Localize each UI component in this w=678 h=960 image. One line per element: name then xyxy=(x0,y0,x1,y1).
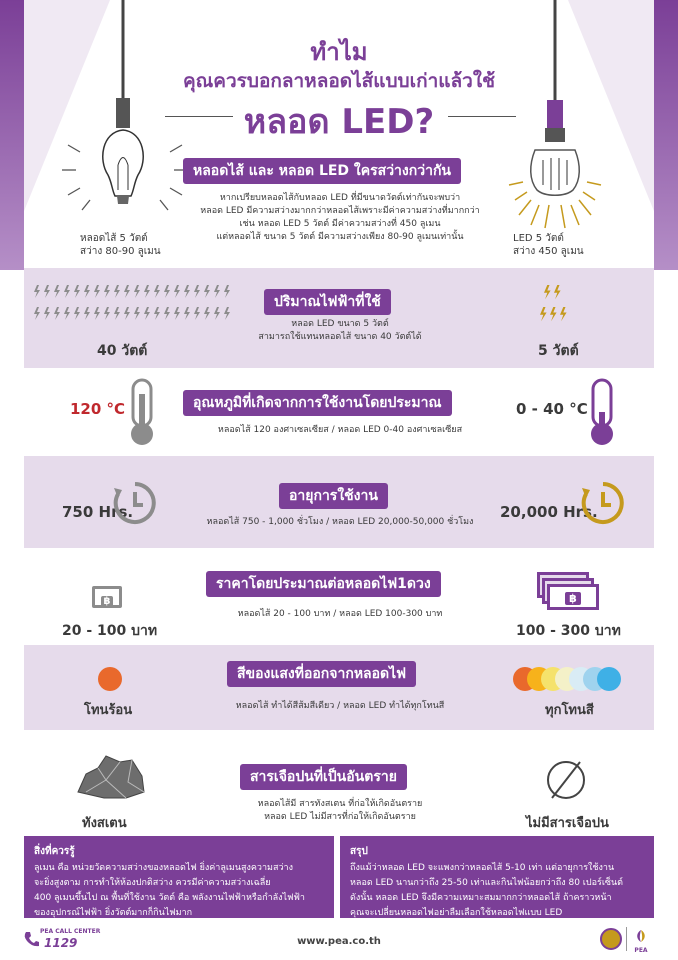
lightning-icon xyxy=(544,285,551,299)
lightning-icon xyxy=(104,307,110,320)
lightning-icon xyxy=(104,285,110,298)
lightning-icon xyxy=(214,285,220,298)
lightning-icon xyxy=(144,307,150,320)
lifetime-title: อายุการใช้งาน xyxy=(279,483,388,509)
led-caption xyxy=(513,232,584,258)
price-description: หลอดไส้ 20 - 100 บาท / หลอด LED 100-300 บาท xyxy=(237,609,443,619)
call-center-label: PEA CALL CENTER xyxy=(40,928,101,935)
lightning-icon xyxy=(164,307,170,320)
knowledge-line1: ลูเมน คือ หน่วยวัดความสว่างของหลอดไฟ ยิ่งค่าลูเมนสูงความสว่าง xyxy=(34,863,293,873)
color-tone-dot xyxy=(597,667,621,691)
header-line3: หลอด LED? xyxy=(243,102,435,142)
brightness-description xyxy=(170,192,510,244)
brightness-desc-line4: แต่หลอดไส้ ขนาด 5 วัตต์ มีความสว่างเพียง 80-90 ลูเมนเท่านั้น xyxy=(216,232,464,242)
lightning-icon xyxy=(134,307,140,320)
lightning-icon xyxy=(194,307,200,320)
hazard-desc-line1: หลอดไส้มี สารทังสเตน ที่ก่อให้เกิดอันตราย xyxy=(257,799,423,809)
lightning-icon xyxy=(144,285,150,298)
color-title: สีของแสงที่ออกจากหลอดไฟ xyxy=(227,661,416,687)
summary-line1: ถึงแม้ว่าหลอด LED จะแพงกว่าหลอดไส้ 5-10 เท่า แต่อายุการใช้งาน xyxy=(350,863,615,873)
footer-divider xyxy=(626,927,627,951)
lightning-icon xyxy=(214,307,220,320)
summary-heading: สรุป xyxy=(350,846,368,857)
lightning-icon-group-40w xyxy=(34,285,239,333)
website-link[interactable]: www.pea.co.th xyxy=(297,936,381,947)
power-description xyxy=(230,318,450,344)
all-tones-dot-row xyxy=(513,667,633,691)
knowledge-heading: สิ่งที่ควรรู้ xyxy=(34,846,75,857)
incandescent-caption xyxy=(80,232,161,258)
power-left-value: 40 วัตต์ xyxy=(97,343,148,359)
lightning-icon xyxy=(34,307,40,320)
price-left-value: 20 - 100 บาท xyxy=(62,623,158,639)
lightning-icon xyxy=(94,285,100,298)
banknote-stack-front xyxy=(547,584,599,610)
lightning-icon xyxy=(124,307,130,320)
hazard-description xyxy=(200,798,480,824)
lightning-icon xyxy=(74,285,80,298)
lifetime-right-value: 20,000 Hrs. xyxy=(500,503,598,521)
temperature-left-value: 120 °C xyxy=(70,400,126,418)
led-bulb-icon xyxy=(505,0,605,230)
pea-logo-mark-icon xyxy=(634,929,648,943)
lightning-icon xyxy=(94,307,100,320)
incandescent-caption-line2: สว่าง 80-90 ลูเมน xyxy=(80,246,161,257)
led-caption-line1: LED 5 วัตต์ xyxy=(513,233,564,244)
summary-line4: คุณจะเปลี่ยนหลอดไฟอย่าลืมเลือกใช้หลอดไฟแบบ LED xyxy=(350,908,563,918)
hazard-left-value: ทังสเตน xyxy=(82,816,127,831)
warm-tone-dot xyxy=(98,667,122,691)
lightning-icon xyxy=(54,285,60,298)
lightning-icon xyxy=(550,307,557,321)
knowledge-line4: ของอุปกรณ์ไฟฟ้า ยิ่งวัตต์มากก็กินไฟมาก xyxy=(34,908,193,918)
power-desc-line1: หลอด LED ขนาด 5 วัตต์ xyxy=(291,319,389,329)
lightning-icon xyxy=(34,285,40,298)
lightning-icon xyxy=(154,285,160,298)
temperature-description: หลอดไส้ 120 องศาเซลเซียส / หลอด LED 0-40 องศาเซลเซียส xyxy=(217,425,463,435)
lightning-icon xyxy=(114,285,120,298)
brightness-desc-line3: เช่น หลอด LED 5 วัตต์ มีค่าความสว่างที่ 450 ลูเมน xyxy=(239,219,441,229)
lightning-icon xyxy=(134,285,140,298)
lightning-icon xyxy=(184,285,190,298)
lightning-icon xyxy=(560,307,567,321)
lightning-icon xyxy=(54,307,60,320)
lightning-icon xyxy=(84,307,90,320)
knowledge-line3: 400 ลูเมนขึ้นไป ณ พื้นที่ใช้งาน วัตต์ คือ พลังงานไฟฟ้าหรือกำลังไฟฟ้า xyxy=(34,893,305,903)
lightning-icon xyxy=(64,285,70,298)
lightning-icon xyxy=(114,307,120,320)
lightning-icon xyxy=(164,285,170,298)
temperature-title: อุณหภูมิที่เกิดจากการใช้งานโดยประมาณ xyxy=(183,390,452,416)
lightning-icon-group-5w xyxy=(540,285,580,329)
color-right-value: ทุกโทนสี xyxy=(545,703,594,718)
knowledge-box xyxy=(24,836,334,918)
no-substance-icon xyxy=(544,758,588,802)
hazard-right-value: ไม่มีสารเจือปน xyxy=(526,816,609,831)
power-title: ปริมาณไฟฟ้าที่ใช้ xyxy=(264,289,391,315)
lightning-icon xyxy=(64,307,70,320)
thermometer-cool-icon xyxy=(590,378,614,448)
color-description: หลอดไส้ ทำได้สีส้มสีเดียว / หลอด LED ทำได้ทุกโทนสี xyxy=(235,701,445,711)
brightness-desc-line1: หากเปรียบหลอดไส้กับหลอด LED ที่มีขนาดวัตต์เท่ากันจะพบว่า xyxy=(219,193,461,203)
clock-gold-icon xyxy=(580,480,626,526)
lightning-icon xyxy=(204,285,210,298)
call-center-number: 1129 xyxy=(44,936,78,950)
lightning-icon xyxy=(194,285,200,298)
summary-box xyxy=(340,836,654,918)
emblem-logo xyxy=(600,928,622,950)
banknote-single-icon xyxy=(92,586,122,608)
lightning-icon xyxy=(154,307,160,320)
clock-gray-icon xyxy=(112,480,158,526)
led-caption-line2: สว่าง 450 ลูเมน xyxy=(513,246,584,257)
lightning-icon xyxy=(44,307,50,320)
brightness-desc-line2: หลอด LED มีความสว่างมากกว่าหลอดไส้เพราะมีค่าความสว่างที่มากกว่า xyxy=(200,206,480,216)
summary-line2: หลอด LED นานกว่าถึง 25-50 เท่าและกินไฟน้อยกว่าถึง 80 เปอร์เซ็นต์ xyxy=(350,878,624,888)
summary-line3: ดังนั้น หลอด LED จึงมีความเหมาะสมมากกว่าหลอดไส้ ถ้าคราวหน้า xyxy=(350,893,612,903)
lightning-icon xyxy=(74,307,80,320)
lightning-icon xyxy=(44,285,50,298)
lightning-icon xyxy=(84,285,90,298)
hazard-desc-line2: หลอด LED ไม่มีสารที่ก่อให้เกิดอันตราย xyxy=(264,812,416,822)
temperature-right-value: 0 - 40 °C xyxy=(516,400,588,418)
lightning-icon xyxy=(224,285,230,298)
lifetime-left-value: 750 Hrs. xyxy=(62,503,134,521)
tungsten-rock-icon xyxy=(76,752,146,802)
lightning-icon xyxy=(174,307,180,320)
price-right-value: 100 - 300 บาท xyxy=(516,623,621,639)
incandescent-caption-line1: หลอดไส้ 5 วัตต์ xyxy=(80,233,148,244)
header-line2: คุณควรบอกลาหลอดไส้แบบเก่าแล้วใช้ xyxy=(182,70,496,92)
lightning-icon xyxy=(204,307,210,320)
lightning-icon xyxy=(124,285,130,298)
hazard-title: สารเจือปนที่เป็นอันตราย xyxy=(240,764,407,790)
baht-symbol-right: ฿ xyxy=(565,592,581,605)
knowledge-line2: จะยิ่งสูงตาม การทำให้ห้องปกติสว่าง ควรมีค่าความสว่างเฉลี่ย xyxy=(34,878,271,888)
color-left-value: โทนร้อน xyxy=(84,703,133,718)
pea-logo-text: PEA xyxy=(634,947,648,954)
lightning-icon xyxy=(174,285,180,298)
thermometer-hot-icon xyxy=(130,378,154,448)
lightning-icon xyxy=(540,307,547,321)
header-line1: ทำไม xyxy=(310,38,368,66)
power-desc-line2: สามารถใช้แทนหลอดไส้ ขนาด 40 วัตต์ได้ xyxy=(258,332,422,342)
price-title: ราคาโดยประมาณต่อหลอดไฟ1ดวง xyxy=(206,571,441,597)
baht-symbol-left: ฿ xyxy=(101,596,114,607)
power-right-value: 5 วัตต์ xyxy=(538,343,579,359)
lifetime-description: หลอดไส้ 750 - 1,000 ชั่วโมง / หลอด LED 20,000-50,000 ชั่วโมง xyxy=(206,517,474,527)
lightning-icon xyxy=(184,307,190,320)
lightning-icon xyxy=(554,285,561,299)
pea-logo xyxy=(630,928,652,952)
brightness-title: หลอดไส้ และ หลอด LED ใครสว่างกว่ากัน xyxy=(183,158,461,184)
